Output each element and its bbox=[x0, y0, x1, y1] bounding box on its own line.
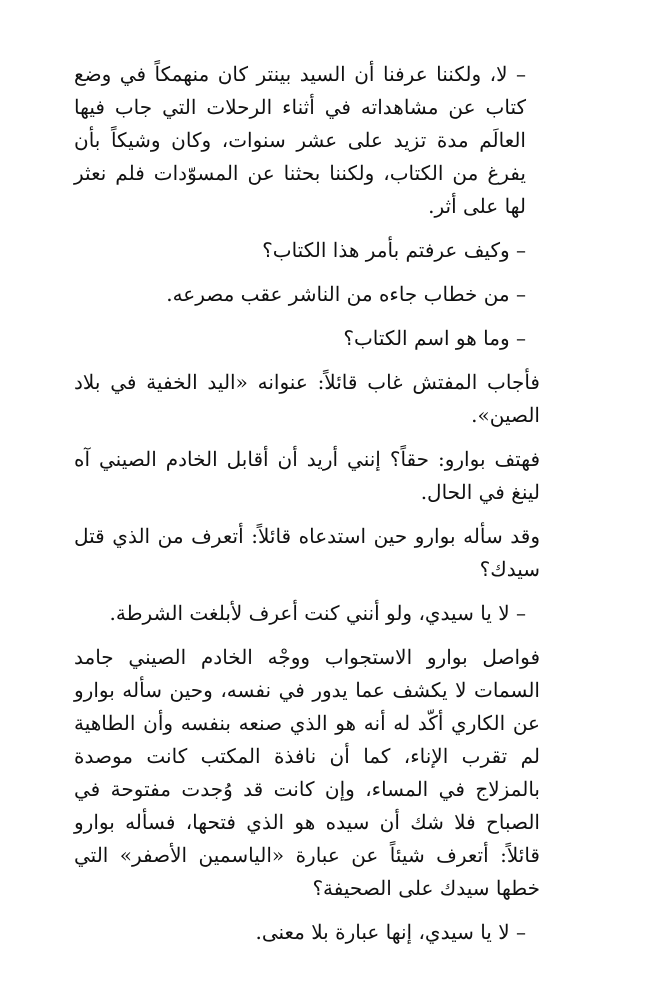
paragraph-inspector-answer: فأجاب المفتش غاب قائلاً: عنوانه «اليد الخفية في بلاد الصين». bbox=[74, 370, 540, 427]
paragraph-dialog-question-book: – وكيف عرفتم بأمر هذا الكتاب؟ bbox=[262, 238, 526, 262]
paragraph-dialog-servant-answer: – لا يا سيدي، ولو أنني كنت أعرف لأبلغت الشرطة. bbox=[109, 601, 526, 625]
paragraph-poirot-exclaim: فهتف بوارو: حقاً؟ إنني أريد أن أقابل الخادم الصيني آه لينغ في الحال. bbox=[74, 447, 540, 504]
paragraph-dialog-book-name: – وما هو اسم الكتاب؟ bbox=[343, 326, 526, 350]
book-page bbox=[74, 58, 540, 949]
paragraph-dialog-manuscript: – لا، ولكننا عرفنا أن السيد بينتر كان منهمكاً في وضع كتاب عن مشاهداته في أثناء الرحلات التي جاب فيها العالَم مدة تزيد على عشر سنوات، وكان وشيكاً بأن يفرغ من الكتاب، ولكننا بحثنا عن المسوّدات فلم نعثر لها على أثر. bbox=[74, 62, 526, 218]
paragraph-interrogation: فواصل بوارو الاستجواب ووجْه الخادم الصيني جامد السمات لا يكشف عما يدور في نفسه، وحين سأله بوارو عن الكاري أكّد له أنه هو الذي صنعه بنفسه وأن الطاهية لم تقرب الإناء، كما أن نافذة المكتب كانت موصدة بالمزلاج في المساء، وإن كانت قد وُجدت مفتوحة في الصباح فلا شك أن سيده هو الذي فتحها، فسأله بوارو قائلاً: أتعرف شيئاً عن عبارة «الياسمين الأصفر» التي خطها سيدك على الصحيفة؟ bbox=[74, 645, 540, 900]
paragraph-dialog-meaningless: – لا يا سيدي، إنها عبارة بلا معنى. bbox=[255, 920, 526, 944]
paragraph-dialog-publisher-letter: – من خطاب جاءه من الناشر عقب مصرعه. bbox=[166, 282, 526, 306]
paragraph-poirot-question: وقد سأله بوارو حين استدعاه قائلاً: أتعرف من الذي قتل سيدك؟ bbox=[74, 524, 540, 581]
